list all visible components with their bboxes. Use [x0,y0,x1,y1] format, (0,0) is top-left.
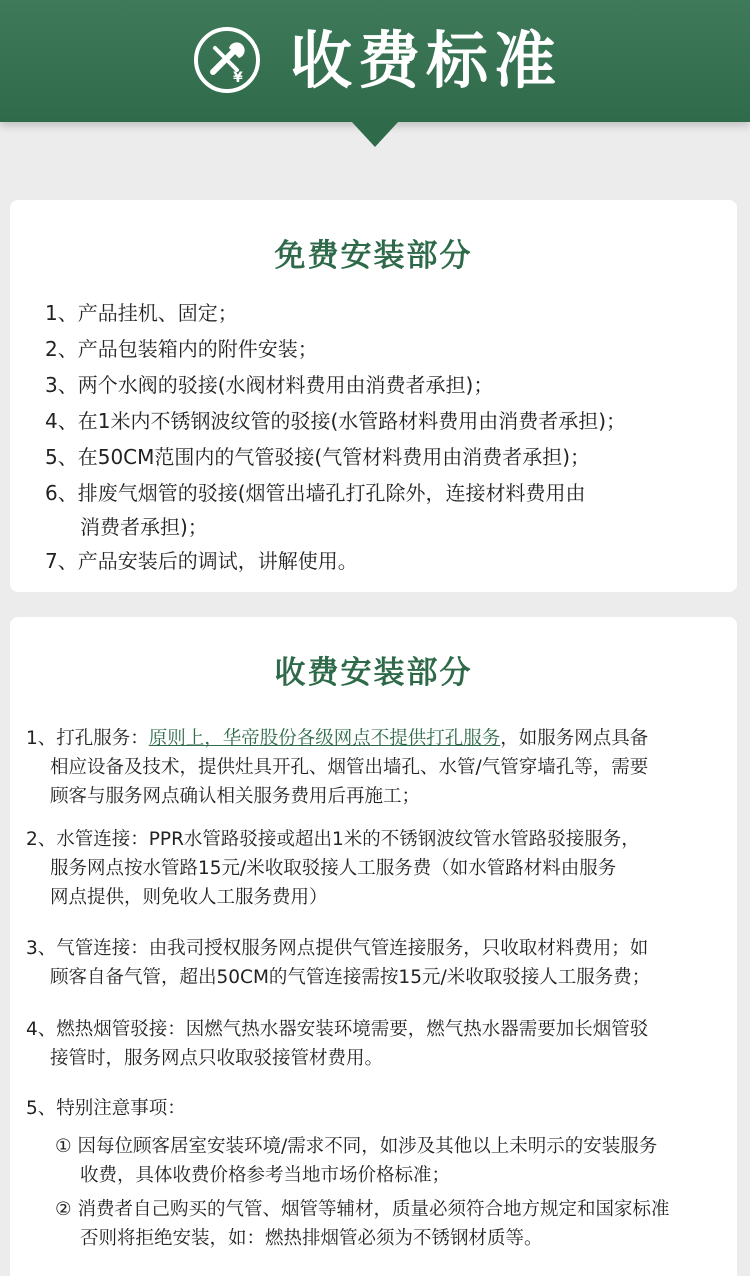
paid-item-1-line: 顾客与服务网点确认相关服务费用后再施工； [50,786,421,807]
paid-installation-card [10,617,737,1276]
free-item: 2、产品包装箱内的附件安装； [45,337,318,361]
free-installation-card [10,200,737,592]
free-item: 6、排废气烟管的驳接(烟管出墙孔打孔除外，连接材料费用由 [45,481,586,505]
paid-item-1-highlight: 原则上，华帝股份各级网点不提供打孔服务 [148,728,501,749]
header-banner [0,0,750,122]
paid-item-2-line: 网点提供，则免收人工服务费用） [50,887,328,908]
paid-item-5-title: 5、特别注意事项： [26,1098,186,1119]
paid-item-1 [26,724,648,750]
paid-item-3: 3、气管连接：由我司授权服务网点提供气管连接服务，只收取材料费用；如 [26,938,649,959]
free-item-continued: 消费者承担)； [80,515,208,539]
free-section-title: 免费安装部分 [274,238,473,274]
paid-item-1-suffix: ，如服务网点具备 [500,728,649,749]
paid-item-2-line: 服务网点按水管路15元/米收取驳接人工服务费（如水管路材料由服务 [50,858,617,879]
special-note-line: 收费，具体收费价格参考当地市场价格标准； [80,1165,451,1186]
paid-item-4-line: 接管时，服务网点只收取驳接管材费用。 [50,1048,384,1069]
free-item: 5、在50CM范围内的气管驳接(气管材料费用由消费者承担)； [45,445,590,469]
paid-item-1-line: 相应设备及技术，提供灶具开孔、烟管出墙孔、水管/气管穿墙孔等，需要 [50,757,649,778]
special-note-line: 否则将拒绝安装，如：燃热排烟管必须为不锈钢材质等。 [80,1228,543,1249]
paid-item-1-prefix: 1、打孔服务： [26,728,149,749]
paid-item-3-line: 顾客自备气管，超出50CM的气管连接需按15元/米收取驳接人工服务费； [50,967,651,988]
paid-section-title: 收费安装部分 [274,655,473,691]
special-note: ① 因每位顾客居室安装环境/需求不同，如涉及其他以上未明示的安装服务 [55,1136,658,1157]
page-title: 收费标准 [290,24,563,97]
svg-text:¥: ¥ [233,70,243,86]
paid-item-2: 2、水管连接：PPR水管路驳接或超出1米的不锈钢波纹管水管路驳接服务， [26,829,640,850]
free-item: 7、产品安装后的调试，讲解使用。 [45,549,358,573]
free-item: 1、产品挂机、固定； [45,301,238,325]
paid-item-4: 4、燃热烟管驳接：因燃气热水器安装环境需要，燃气热水器需要加长烟管驳 [26,1019,649,1040]
special-note: ② 消费者自己购买的气管、烟管等辅材，质量必须符合地方规定和国家标准 [55,1199,670,1220]
wrench-screwdriver-yen-icon [193,26,261,94]
header-notch [351,121,399,147]
free-item: 4、在1米内不锈钢波纹管的驳接(水管路材料费用由消费者承担)； [45,409,627,433]
free-item: 3、两个水阀的驳接(水阀材料费用由消费者承担)； [45,373,494,397]
